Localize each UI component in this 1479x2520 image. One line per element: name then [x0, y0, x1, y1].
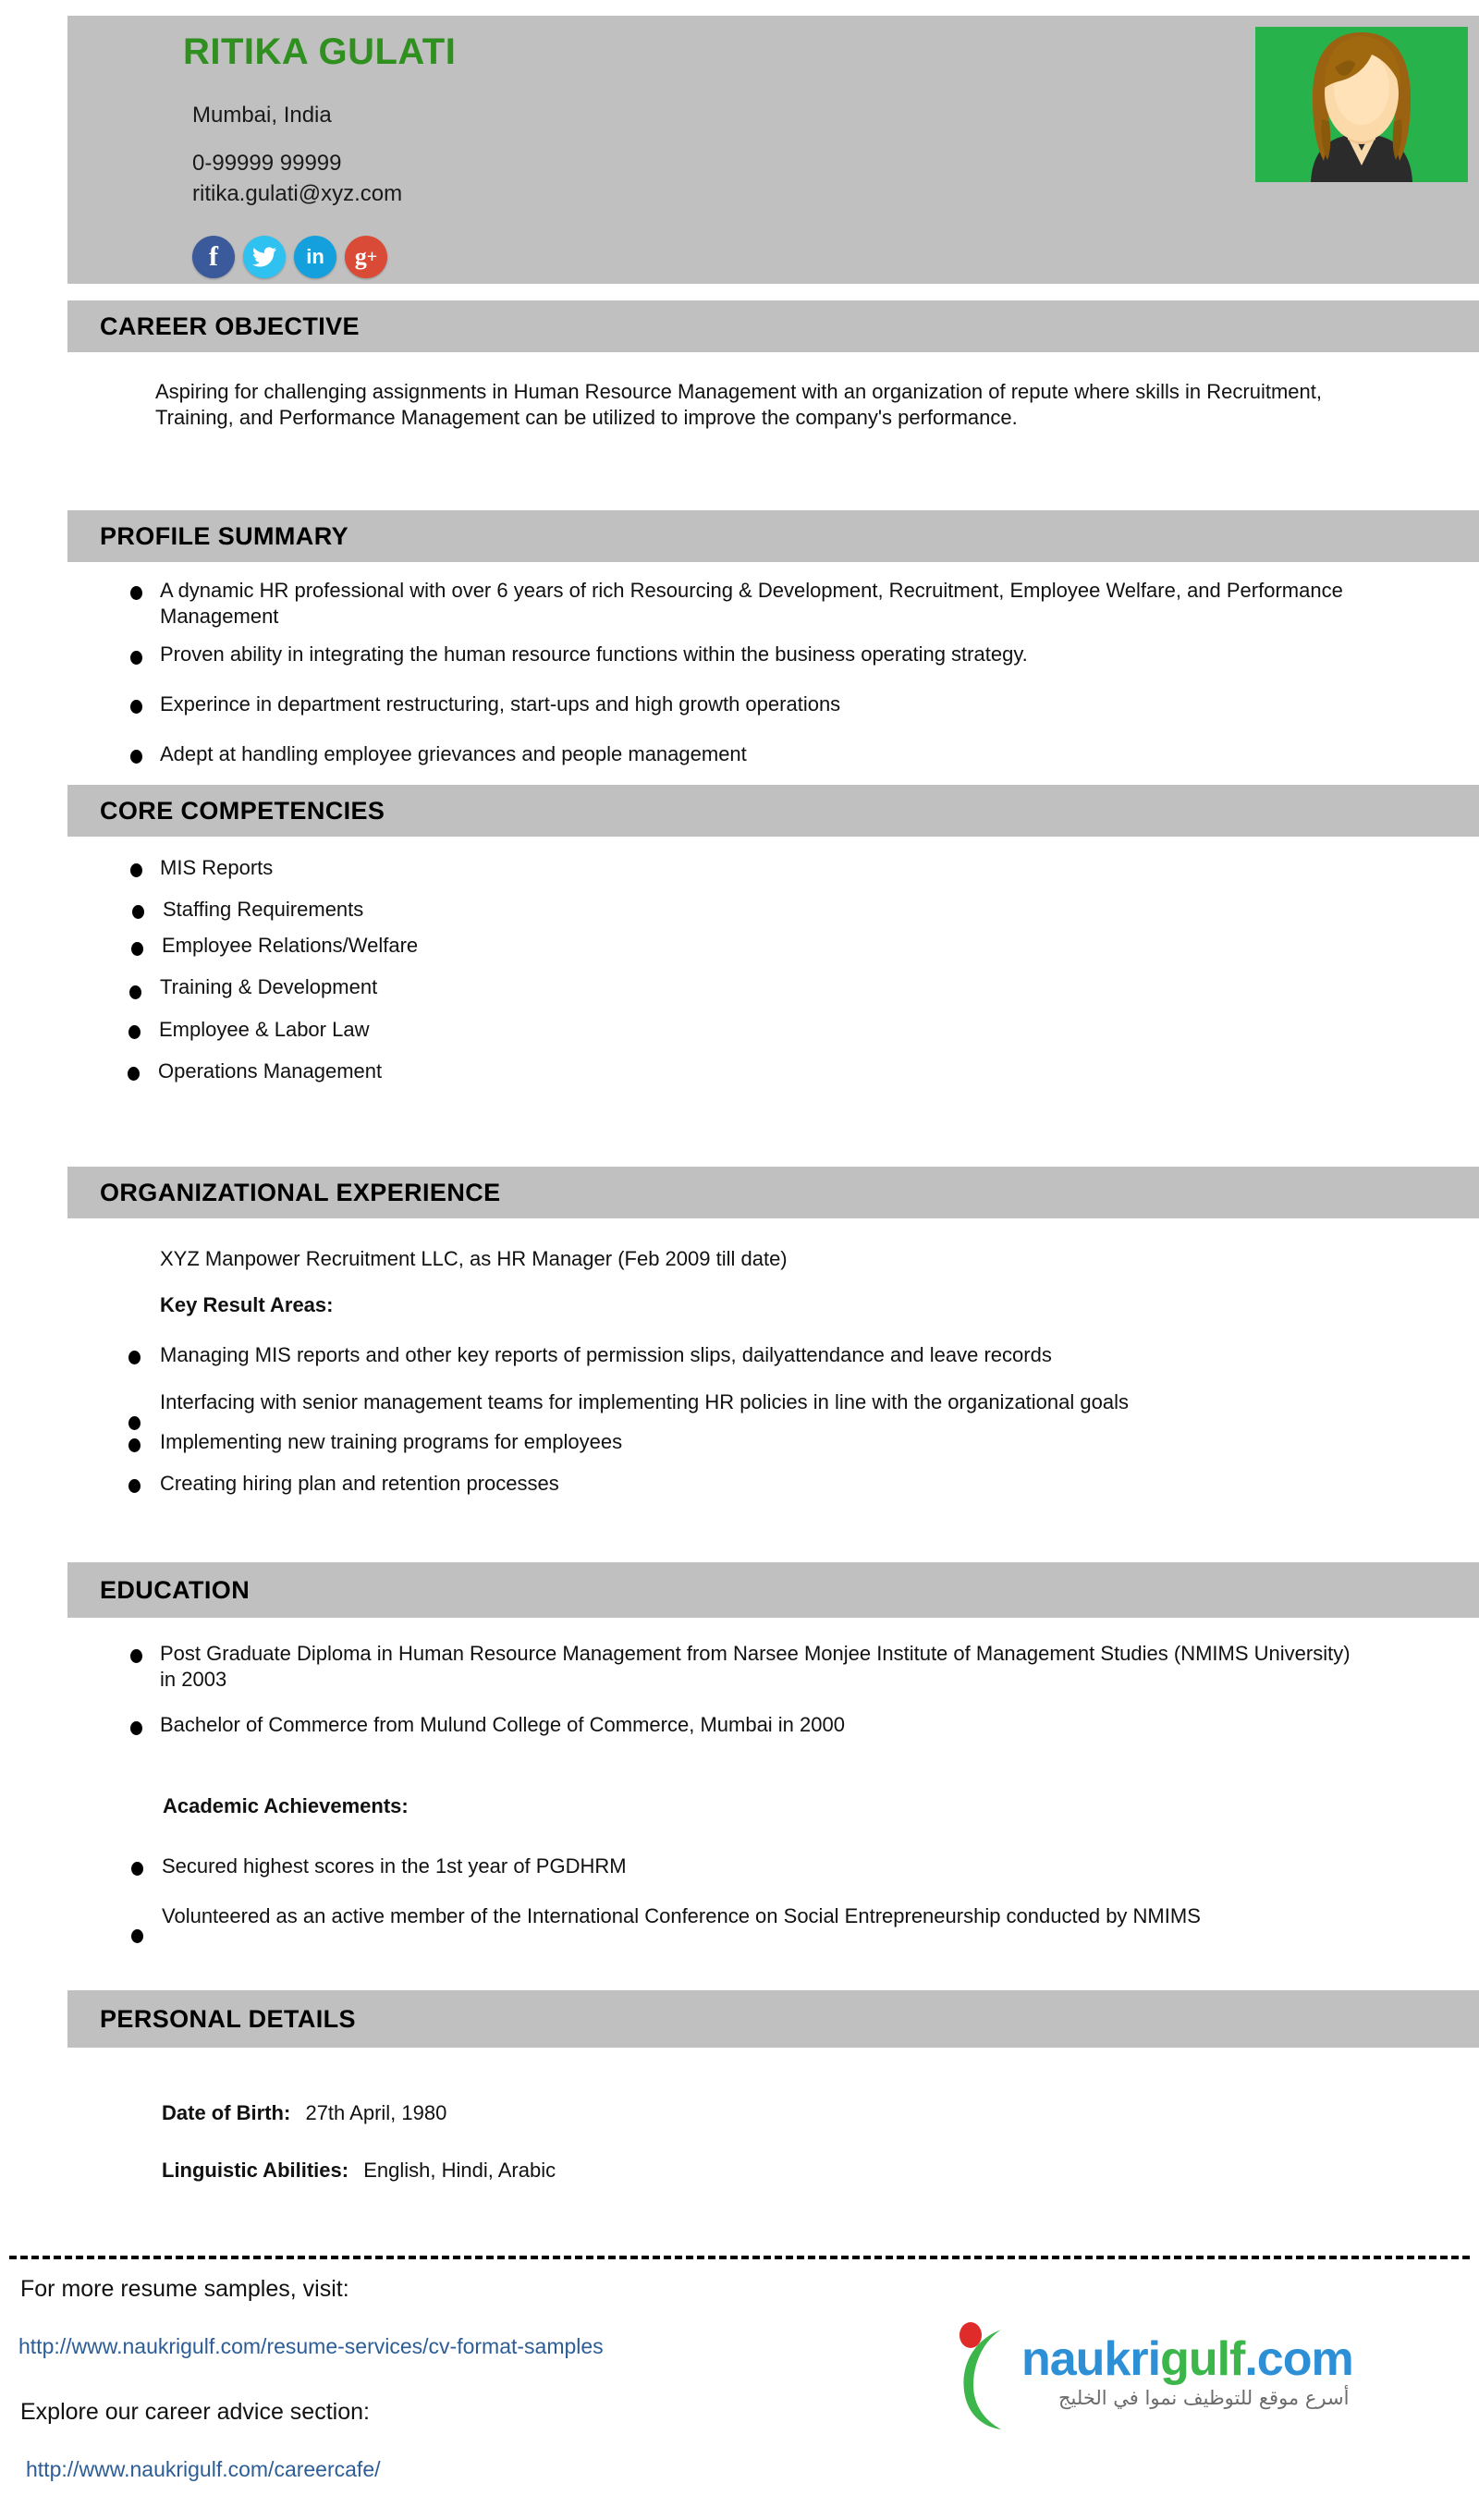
header-banner	[67, 16, 1479, 284]
bullet-icon	[131, 1862, 143, 1876]
list-item	[123, 933, 770, 959]
bullet-icon	[128, 1438, 141, 1452]
list-item-text: Volunteered as an active member of the International Conference on Social Entrepreneurship conducted by NMIMS	[162, 1903, 1201, 1927]
resume-samples-prompt: For more resume samples, visit:	[20, 2276, 349, 2302]
twitter-icon[interactable]	[243, 236, 286, 278]
list-item-text: Creating hiring plan and retention processes	[160, 1472, 559, 1496]
bullet-icon	[130, 700, 142, 714]
bullet-icon	[129, 985, 141, 999]
core-competencies-list	[123, 855, 770, 1083]
logo-part-com: .com	[1244, 2332, 1353, 2386]
list-item-text: Bachelor of Commerce from Mulund College of Commerce, Mumbai in 2000	[160, 1713, 845, 1737]
bullet-icon	[130, 863, 142, 877]
list-item	[123, 855, 770, 881]
list-item-text: Post Graduate Diploma in Human Resource Management from Narsee Monjee Institute of Management Studies (NMIMS University) in 2003	[160, 1642, 1351, 1691]
academic-achievements-label: Academic Achievements:	[163, 1794, 409, 1817]
bullet-icon	[128, 1067, 140, 1081]
linguistic-abilities-label: Linguistic Abilities:	[162, 2159, 349, 2182]
linguistic-abilities-value: English, Hindi, Arabic	[363, 2159, 556, 2182]
list-item-text: Experince in department restructuring, start-ups and high growth operations	[160, 692, 841, 716]
bullet-icon	[130, 586, 142, 600]
section-title: PERSONAL DETAILS	[100, 2004, 356, 2033]
social-links	[192, 236, 387, 278]
experience-company-line: XYZ Manpower Recruitment LLC, as HR Manager (Feb 2009 till date)	[160, 1247, 788, 1270]
list-item	[123, 741, 1343, 767]
section-header-core-competencies	[67, 785, 1479, 837]
list-item-text: Staffing Requirements	[163, 897, 364, 921]
list-item-text: MIS Reports	[160, 856, 274, 879]
list-item	[123, 1903, 1371, 1929]
section-title: PROFILE SUMMARY	[100, 521, 348, 550]
section-title: EDUCATION	[100, 1575, 251, 1604]
list-item-text: Secured highest scores in the 1st year of PGDHRM	[162, 1854, 627, 1878]
section-title: CORE COMPETENCIES	[100, 796, 385, 825]
career-advice-prompt: Explore our career advice section:	[20, 2399, 370, 2425]
googleplus-icon[interactable]: g +	[345, 236, 387, 278]
profile-summary-list	[123, 578, 1343, 767]
experience-list	[123, 1342, 1352, 1497]
career-advice-link[interactable]: http://www.naukrigulf.com/careercafe/	[26, 2457, 381, 2481]
candidate-photo	[1255, 27, 1468, 182]
section-header-profile-summary	[67, 510, 1479, 562]
list-item-text: Employee & Labor Law	[159, 1017, 370, 1041]
list-item	[123, 897, 770, 923]
list-item	[123, 1471, 1352, 1497]
bullet-icon	[132, 905, 144, 919]
header-contact-block	[128, 32, 830, 207]
list-item-text: Employee Relations/Welfare	[162, 934, 419, 958]
bullet-icon	[131, 1929, 143, 1943]
section-title: CAREER OBJECTIVE	[100, 312, 360, 340]
facebook-icon[interactable]: f	[192, 236, 235, 278]
naukrigulf-crescent-icon	[947, 2320, 1031, 2431]
resume-samples-link[interactable]: http://www.naukrigulf.com/resume-services/cv-format-samples	[18, 2334, 604, 2358]
list-item-text: Proven ability in integrating the human resource functions within the business operating strategy.	[160, 642, 1028, 667]
bullet-icon	[130, 750, 142, 764]
naukrigulf-logo	[920, 2311, 1353, 2450]
date-of-birth-label: Date of Birth:	[162, 2101, 291, 2124]
bullet-icon	[128, 1479, 141, 1493]
list-item	[123, 1712, 1362, 1738]
list-item	[123, 578, 1343, 629]
list-item-text: A dynamic HR professional with over 6 years of rich Resourcing & Development, Recruitment, Employee Welfare, and Performance Management	[160, 579, 1343, 628]
list-item	[123, 1017, 770, 1043]
section-header-career-objective	[67, 300, 1479, 352]
list-item-text: Managing MIS reports and other key reports of permission slips, dailyattendance and leave records	[160, 1343, 1052, 1366]
list-item	[123, 1853, 1371, 1879]
section-title: ORGANIZATIONAL EXPERIENCE	[100, 1178, 501, 1206]
list-item	[123, 1429, 1352, 1455]
academic-achievements-list	[123, 1853, 1371, 1928]
candidate-location: Mumbai, India	[192, 103, 332, 128]
bullet-icon	[128, 1025, 141, 1039]
list-item	[123, 642, 1343, 667]
bullet-icon	[128, 1416, 141, 1430]
bullet-icon	[130, 1649, 142, 1663]
list-item	[123, 1058, 770, 1084]
candidate-email: ritika.gulati@xyz.com	[192, 181, 403, 207]
bullet-icon	[130, 651, 142, 665]
naukrigulf-wordmark	[1021, 2331, 1353, 2387]
date-of-birth-row	[162, 2100, 901, 2126]
linguistic-abilities-row	[162, 2158, 901, 2184]
key-result-areas-label: Key Result Areas:	[160, 1293, 334, 1316]
list-item	[123, 1641, 1362, 1692]
section-header-organizational-experience	[67, 1167, 1479, 1218]
candidate-name: RITIKA GULATI	[183, 31, 457, 72]
footer-divider	[9, 2256, 1470, 2259]
education-list	[123, 1641, 1362, 1738]
career-objective-text: Aspiring for challenging assignments in Human Resource Management with an organization of repute where skills in Recruitment, Training, and Performance Management can be utilized to improve the company's performance.	[155, 380, 1322, 430]
list-item-text: Implementing new training programs for employees	[160, 1430, 623, 1454]
section-header-education	[67, 1562, 1479, 1618]
bullet-icon	[128, 1351, 141, 1364]
list-item	[123, 1342, 1352, 1368]
logo-part-naukri: naukri	[1021, 2332, 1161, 2386]
list-item-text: Adept at handling employee grievances and people management	[160, 741, 747, 765]
logo-arabic-tagline: أسرع موقع للتوظيف نموا في الخليج	[1058, 2387, 1350, 2409]
list-item-text: Training & Development	[160, 975, 378, 999]
list-item-text: Interfacing with senior management teams for implementing HR policies in line with the organizational goals	[160, 1389, 1129, 1413]
list-item-text: Operations Management	[158, 1058, 383, 1083]
list-item	[123, 974, 770, 1000]
date-of-birth-value: 27th April, 1980	[305, 2101, 447, 2124]
section-header-personal-details	[67, 1990, 1479, 2048]
logo-part-gulf: gulf	[1160, 2332, 1245, 2386]
bullet-icon	[131, 942, 143, 956]
list-item	[123, 691, 1343, 717]
candidate-phone: 0-99999 99999	[192, 150, 342, 176]
bullet-icon	[130, 1721, 142, 1735]
list-item	[123, 1389, 1352, 1415]
linkedin-icon[interactable]: in	[294, 236, 336, 278]
